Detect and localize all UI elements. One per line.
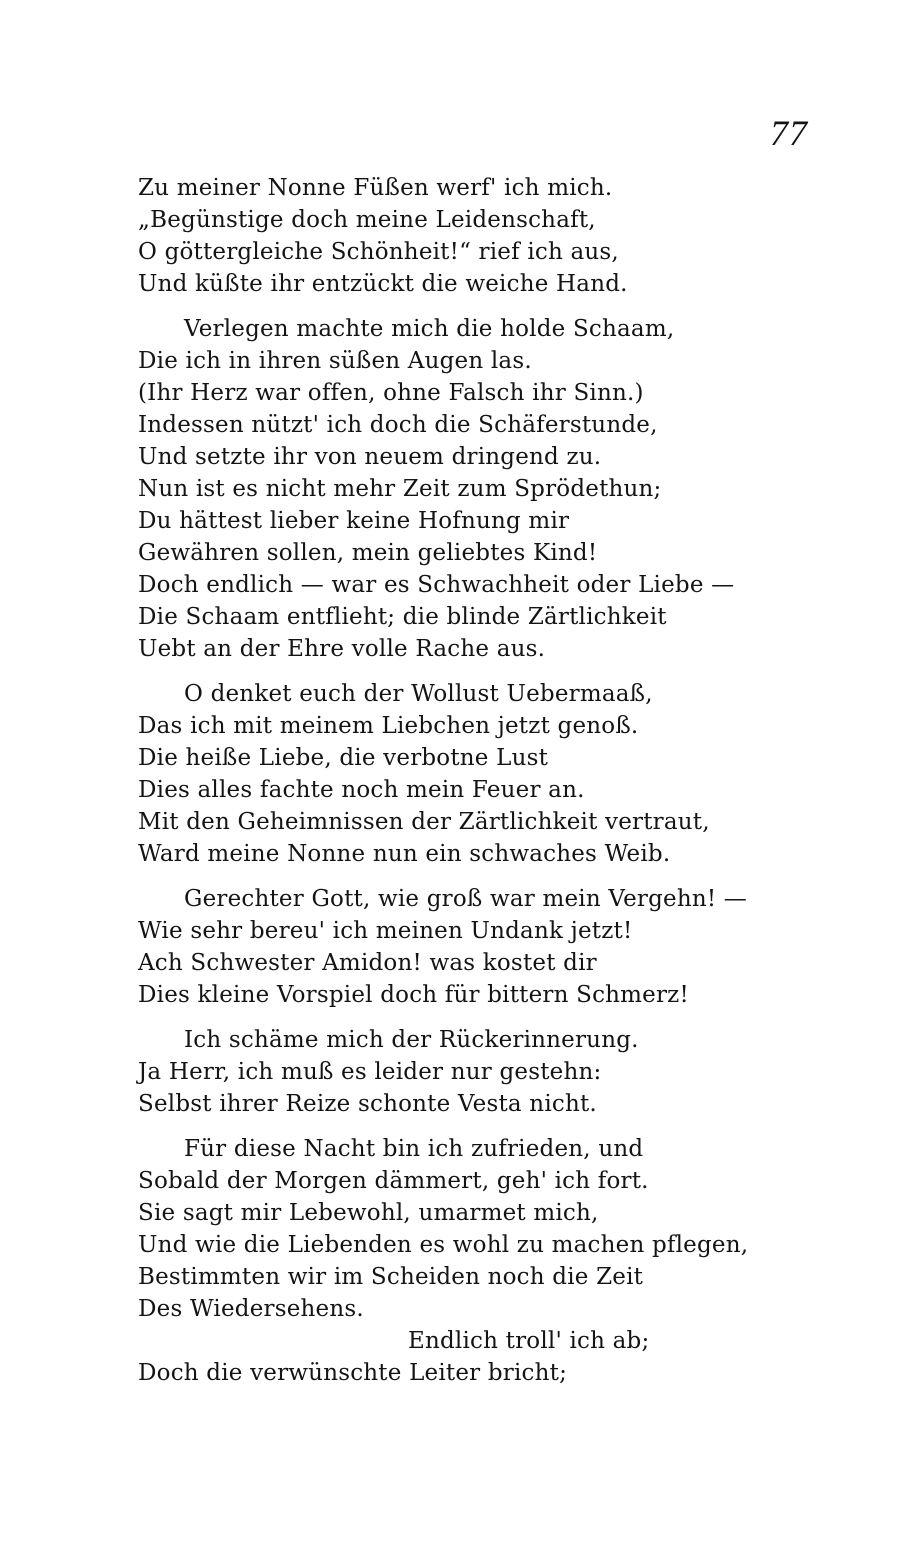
verse-line: Doch die verwünschte Leiter bricht; bbox=[138, 1360, 568, 1386]
verse-line: Die heiße Liebe, die verbotne Lust bbox=[138, 745, 549, 771]
verse-line: Und setzte ihr von neuem dringend zu. bbox=[138, 444, 602, 470]
verse-line: Ja Herr, ich muß es leider nur gestehn: bbox=[138, 1059, 602, 1085]
verse-line: Wie sehr bereu' ich meinen Undank jetzt! bbox=[138, 918, 633, 944]
verse-line: (Ihr Herz war offen, ohne Falsch ihr Sinn.) bbox=[138, 380, 644, 406]
verse-line: Gerechter Gott, wie groß war mein Vergehn! — bbox=[184, 886, 748, 912]
verse-line: O göttergleiche Schönheit!“ rief ich aus, bbox=[138, 239, 619, 265]
verse-line: Ach Schwester Amidon! was kostet dir bbox=[138, 950, 597, 976]
verse-line: Ich schäme mich der Rückerinnerung. bbox=[184, 1027, 639, 1053]
verse-line: Ward meine Nonne nun ein schwaches Weib. bbox=[138, 841, 671, 867]
verse-line: Dies alles fachte noch mein Feuer an. bbox=[138, 777, 585, 803]
stanza bbox=[138, 1133, 778, 1389]
verse-line: „Begünstige doch meine Leidenschaft, bbox=[138, 207, 596, 233]
verse-line: Mit den Geheimnissen der Zärtlichkeit vertraut, bbox=[138, 809, 710, 835]
verse-line: Die Schaam entflieht; die blinde Zärtlichkeit bbox=[138, 604, 667, 630]
verse-line: Und küßte ihr entzückt die weiche Hand. bbox=[138, 271, 628, 297]
verse-line: Sie sagt mir Lebewohl, umarmet mich, bbox=[138, 1200, 599, 1226]
verse-line: Dies kleine Vorspiel doch für bittern Schmerz! bbox=[138, 982, 689, 1008]
verse-line: Verlegen machte mich die holde Schaam, bbox=[184, 316, 675, 342]
verse-line: Doch endlich — war es Schwachheit oder Liebe — bbox=[138, 572, 735, 598]
stanza bbox=[138, 678, 778, 870]
verse-line: Bestimmten wir im Scheiden noch die Zeit bbox=[138, 1264, 644, 1290]
verse-line: Nun ist es nicht mehr Zeit zum Sprödethun; bbox=[138, 476, 662, 502]
page-number: 77 bbox=[770, 113, 808, 153]
verse-line: Sobald der Morgen dämmert, geh' ich fort. bbox=[138, 1168, 649, 1194]
verse-line: Uebt an der Ehre volle Rache aus. bbox=[138, 636, 546, 662]
verse-line: Selbst ihrer Reize schonte Vesta nicht. bbox=[138, 1091, 597, 1117]
verse-line: Gewähren sollen, mein geliebtes Kind! bbox=[138, 540, 598, 566]
stanza bbox=[138, 883, 778, 1011]
verse-line: Indessen nützt' ich doch die Schäferstunde, bbox=[138, 412, 658, 438]
verse-line: Endlich troll' ich ab; bbox=[408, 1328, 650, 1354]
stanza bbox=[138, 172, 778, 300]
verse-line: O denket euch der Wollust Uebermaaß, bbox=[184, 681, 653, 707]
verse-line: Zu meiner Nonne Füßen werf' ich mich. bbox=[138, 175, 613, 201]
verse-line: Die ich in ihren süßen Augen las. bbox=[138, 348, 532, 374]
poem-text bbox=[138, 172, 778, 1402]
stanza bbox=[138, 1024, 778, 1120]
verse-line: Des Wiedersehens. bbox=[138, 1296, 364, 1322]
verse-line: Und wie die Liebenden es wohl zu machen pflegen, bbox=[138, 1232, 749, 1258]
verse-line: Du hättest lieber keine Hofnung mir bbox=[138, 508, 570, 534]
verse-line: Das ich mit meinem Liebchen jetzt genoß. bbox=[138, 713, 639, 739]
stanza bbox=[138, 313, 778, 665]
verse-line: Für diese Nacht bin ich zufrieden, und bbox=[184, 1136, 644, 1162]
